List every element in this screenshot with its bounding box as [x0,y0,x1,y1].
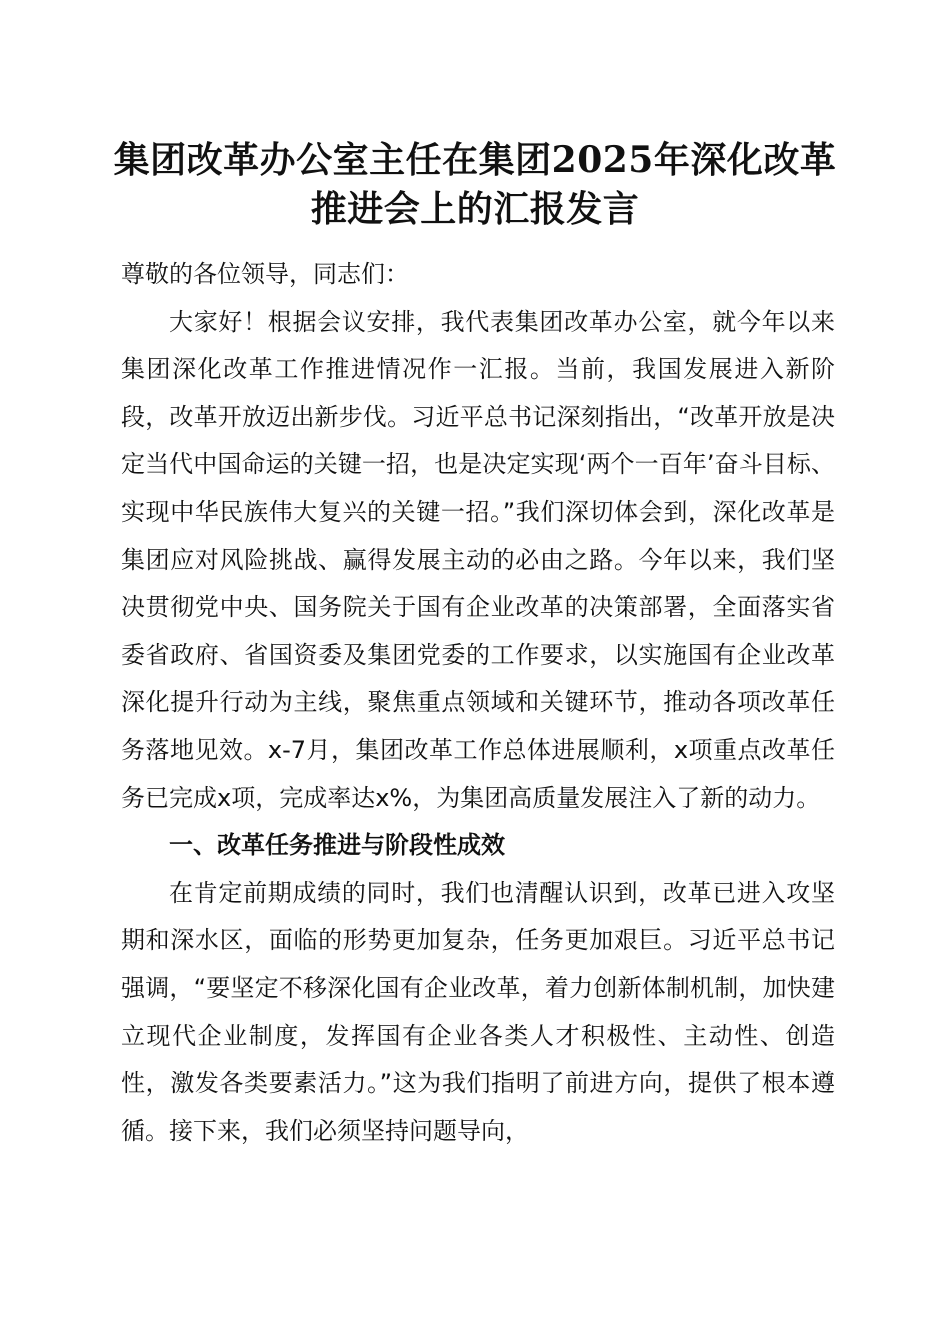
paragraph-section-1: 在肯定前期成绩的同时，我们也清醒认识到，改革已进入攻坚期和深水区，面临的形势更加复杂，任务更加艰巨。习近平总书记强调，“要坚定不移深化国有企业改革，着力创新体制机制，加快建立现代企业制度，发挥国有企业各类人才积极性、主动性、创造性，激发各类要素活力。”这为我们指明了前进方向，提供了根本遵循。接下来，我们必须坚持问题导向， [121,878,835,1145]
page-title [110,136,840,234]
salutation: 尊敬的各位领导，同志们： [121,260,409,288]
paragraph-opening: 大家好！根据会议安排，我代表集团改革办公室，就今年以来集团深化改革工作推进情况作一汇报。当前，我国发展进入新阶段，改革开放迈出新步伐。习近平总书记深刻指出，“改革开放是决定当代中国命运的关键一招，也是决定实现‘两个一百年’奋斗目标、实现中华民族伟大复兴的关键一招。”我们深切体会到，深化改革是集团应对风险挑战、赢得发展主动的必由之路。今年以来，我们坚决贯彻党中央、国务院关于国有企业改革的决策部署，全面落实省委省政府、省国资委及集团党委的工作要求，以实施国有企业改革深化提升行动为主线，聚焦重点领域和关键环节，推动各项改革任务落地见效。x-7月，集团改革工作总体进展顺利，x项重点改革任务已完成x项，完成率达x%，为集团高质量发展注入了新的动力。 [121,307,835,812]
document-body [121,251,835,1155]
title-line-1: 集团改革办公室主任在集团2025年深化改革 [113,139,837,181]
title-line-2: 推进会上的汇报发言 [310,188,640,230]
section-heading: 一、改革任务推进与阶段性成效 [169,831,505,860]
